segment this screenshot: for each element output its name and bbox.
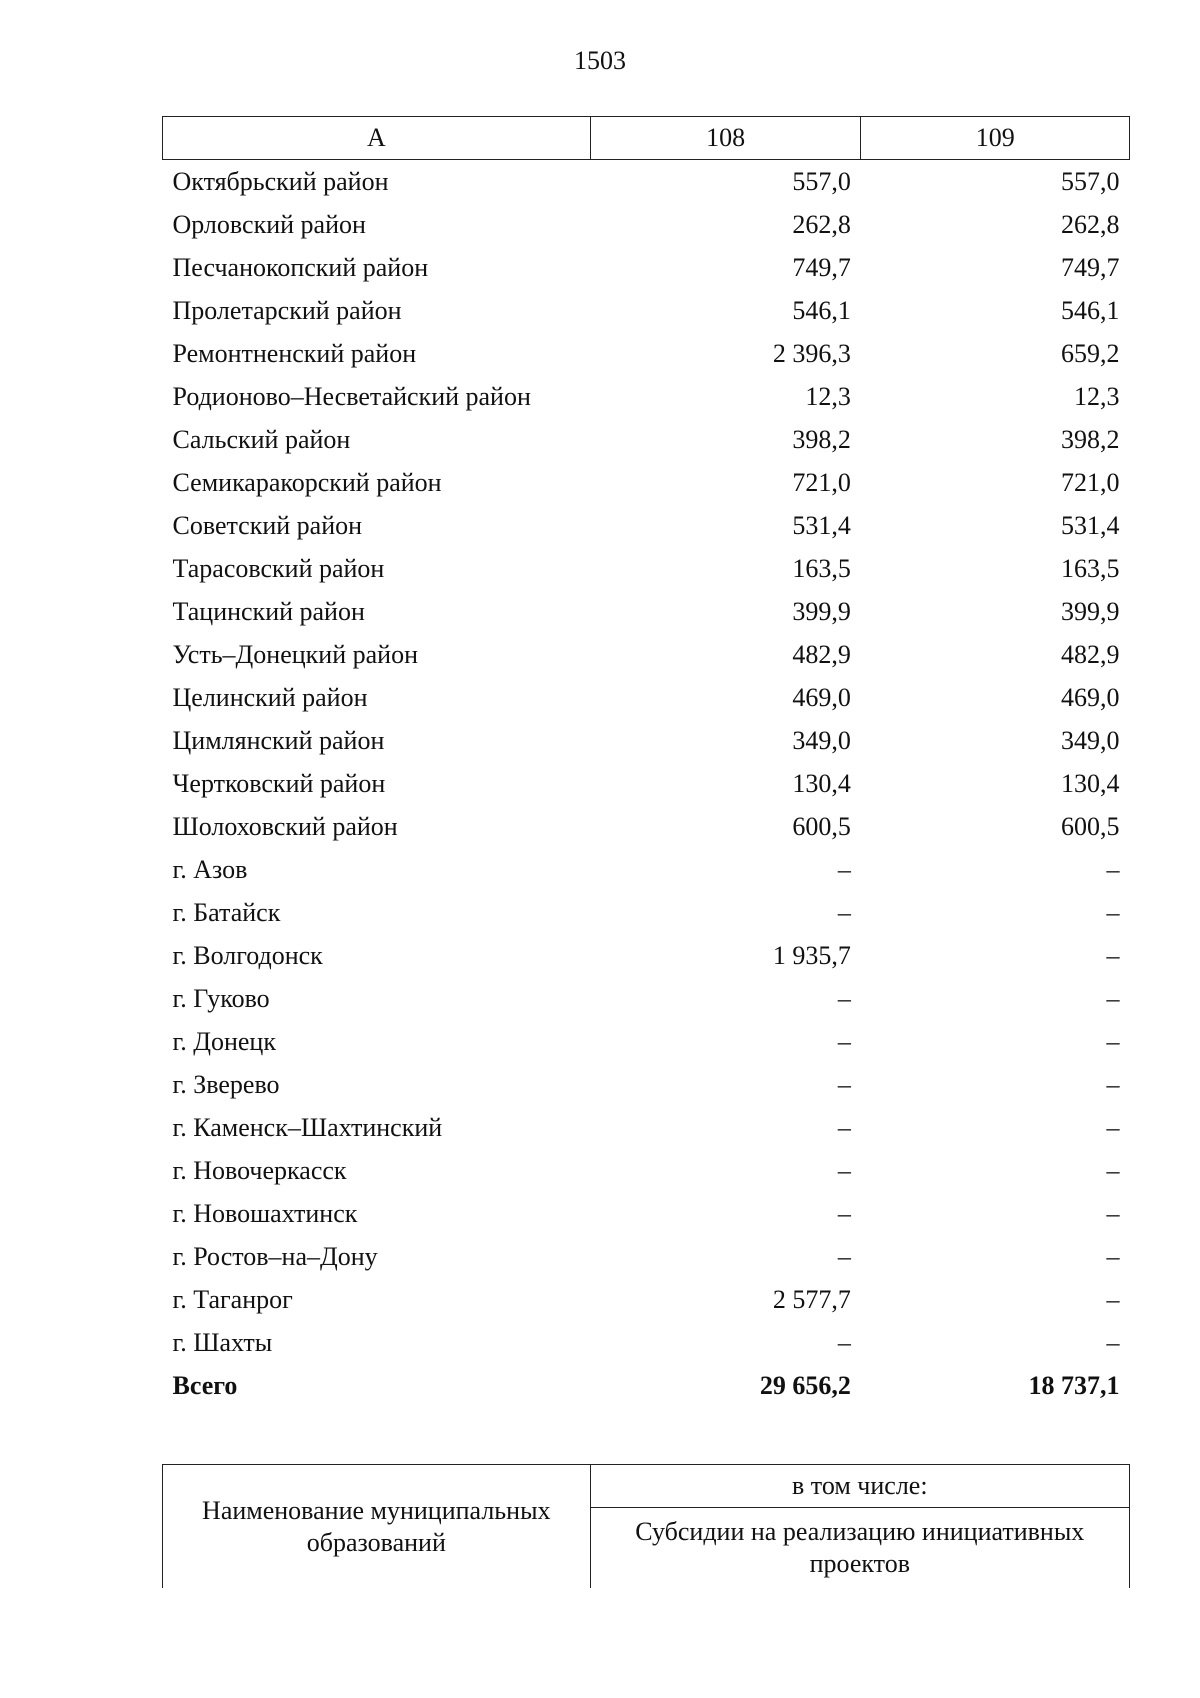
municipality-name: г. Таганрог: [172, 1284, 293, 1314]
table-row: [163, 461, 1130, 504]
total-row: [163, 1364, 1130, 1408]
table-row: [163, 203, 1130, 246]
value-108: 557,0: [792, 166, 851, 196]
municipality-name: г. Новочеркасск: [172, 1155, 347, 1185]
value-109: 163,5: [1061, 553, 1120, 583]
municipality-name: Пролетарский район: [172, 295, 402, 325]
header-col-108: 108: [590, 117, 861, 160]
table-row: [163, 934, 1130, 977]
value-109: –: [1106, 1069, 1120, 1099]
next-table-header: [162, 1464, 1130, 1588]
value-108: 600,5: [792, 811, 851, 841]
municipality-name: Усть–Донецкий район: [172, 639, 418, 669]
value-109: 398,2: [1061, 424, 1120, 454]
table-row: [163, 762, 1130, 805]
municipality-name: г. Каменск–Шахтинский: [172, 1112, 443, 1142]
table-row: [163, 418, 1130, 461]
municipality-name: Тарасовский район: [172, 553, 385, 583]
value-109: –: [1106, 897, 1120, 927]
table-row: [163, 504, 1130, 547]
municipality-name: Семикаракорский район: [172, 467, 442, 497]
value-108: 349,0: [792, 725, 851, 755]
value-109: 600,5: [1061, 811, 1120, 841]
municipality-name: Песчанокопский район: [172, 252, 429, 282]
municipality-name: г. Шахты: [172, 1327, 273, 1357]
municipality-name: Целинский район: [172, 682, 368, 712]
value-108: –: [837, 1026, 851, 1056]
municipality-name: Цимлянский район: [172, 725, 385, 755]
value-108: 1 935,7: [772, 940, 851, 970]
value-108: –: [837, 1069, 851, 1099]
value-108: –: [837, 854, 851, 884]
table-row: [163, 1149, 1130, 1192]
subsidy-header: Субсидии на реализацию инициативных проектов: [590, 1508, 1129, 1589]
value-108: 130,4: [792, 768, 851, 798]
table-row: [163, 289, 1130, 332]
value-108: 12,3: [805, 381, 851, 411]
table-row: [163, 1278, 1130, 1321]
table-row: [163, 547, 1130, 590]
municipality-name: Советский район: [172, 510, 363, 540]
municipality-name: Родионово–Несветайский район: [172, 381, 531, 411]
table-row: [163, 1192, 1130, 1235]
value-109: 12,3: [1074, 381, 1120, 411]
total-label: Всего: [172, 1371, 238, 1400]
table-row: [163, 1235, 1130, 1278]
value-108: –: [837, 1155, 851, 1185]
table-row: [163, 590, 1130, 633]
municipality-name: Орловский район: [172, 209, 366, 239]
value-108: –: [837, 1198, 851, 1228]
value-108: 721,0: [792, 467, 851, 497]
municipality-name: Ремонтненский район: [172, 338, 417, 368]
value-109: –: [1106, 1026, 1120, 1056]
value-109: 531,4: [1061, 510, 1120, 540]
value-109: –: [1106, 1327, 1120, 1357]
total-109: 18 737,1: [1028, 1371, 1120, 1400]
value-109: –: [1106, 1284, 1120, 1314]
header-col-a: А: [163, 117, 591, 160]
table-row: [163, 719, 1130, 762]
table-row: [163, 1020, 1130, 1063]
value-109: 262,8: [1061, 209, 1120, 239]
value-109: 749,7: [1061, 252, 1120, 282]
value-109: 557,0: [1061, 166, 1120, 196]
value-108: 2 396,3: [772, 338, 851, 368]
table-row: [163, 977, 1130, 1020]
value-109: –: [1106, 1112, 1120, 1142]
table-row: [163, 848, 1130, 891]
municipality-name: Тацинский район: [172, 596, 365, 626]
municipality-name: Сальский район: [172, 424, 351, 454]
value-108: –: [837, 983, 851, 1013]
municipality-name: г. Новошахтинск: [172, 1198, 358, 1228]
value-109: 482,9: [1061, 639, 1120, 669]
including-header: в том числе:: [590, 1465, 1129, 1508]
value-109: 659,2: [1061, 338, 1120, 368]
value-108: –: [837, 1241, 851, 1271]
value-109: –: [1106, 983, 1120, 1013]
value-109: 469,0: [1061, 682, 1120, 712]
value-108: 398,2: [792, 424, 851, 454]
value-108: 469,0: [792, 682, 851, 712]
municipality-name-header: Наименование муниципальных образований: [163, 1465, 591, 1589]
value-109: 546,1: [1061, 295, 1120, 325]
value-108: –: [837, 897, 851, 927]
municipality-name: г. Зверево: [172, 1069, 280, 1099]
table-row: [163, 1063, 1130, 1106]
municipality-name: Октябрьский район: [172, 166, 389, 196]
value-108: 482,9: [792, 639, 851, 669]
value-108: –: [837, 1327, 851, 1357]
value-109: –: [1106, 854, 1120, 884]
municipality-name: г. Волгодонск: [172, 940, 323, 970]
value-109: –: [1106, 1155, 1120, 1185]
table-body: [163, 160, 1130, 1365]
municipality-name: г. Ростов–на–Дону: [172, 1241, 378, 1271]
value-108: 531,4: [792, 510, 851, 540]
value-109: 349,0: [1061, 725, 1120, 755]
value-108: 546,1: [792, 295, 851, 325]
table-row: [163, 1321, 1130, 1364]
municipality-name: г. Батайск: [172, 897, 281, 927]
table-row: [163, 676, 1130, 719]
value-108: 262,8: [792, 209, 851, 239]
table-row: [163, 332, 1130, 375]
table-row: [163, 160, 1130, 204]
value-108: 399,9: [792, 596, 851, 626]
total-108: 29 656,2: [759, 1371, 851, 1400]
value-109: 130,4: [1061, 768, 1120, 798]
municipality-name: г. Гуково: [172, 983, 270, 1013]
table-row: [163, 375, 1130, 418]
value-109: 399,9: [1061, 596, 1120, 626]
value-108: –: [837, 1112, 851, 1142]
value-109: –: [1106, 1241, 1120, 1271]
data-table: [162, 116, 1130, 1408]
table-row: [163, 633, 1130, 676]
table-row: [163, 246, 1130, 289]
page-number: 1503: [574, 46, 626, 75]
value-109: –: [1106, 1198, 1120, 1228]
table-row: [163, 891, 1130, 934]
value-108: 163,5: [792, 553, 851, 583]
value-108: 2 577,7: [772, 1284, 851, 1314]
municipality-name: г. Азов: [172, 854, 248, 884]
table-row: [163, 805, 1130, 848]
municipality-name: Чертковский район: [172, 768, 386, 798]
table-header-row: [163, 117, 1130, 160]
municipality-name: г. Донецк: [172, 1026, 276, 1056]
value-108: 749,7: [792, 252, 851, 282]
municipality-name: Шолоховский район: [172, 811, 398, 841]
value-109: 721,0: [1061, 467, 1120, 497]
header-col-109: 109: [861, 117, 1130, 160]
value-109: –: [1106, 940, 1120, 970]
table-row: [163, 1106, 1130, 1149]
